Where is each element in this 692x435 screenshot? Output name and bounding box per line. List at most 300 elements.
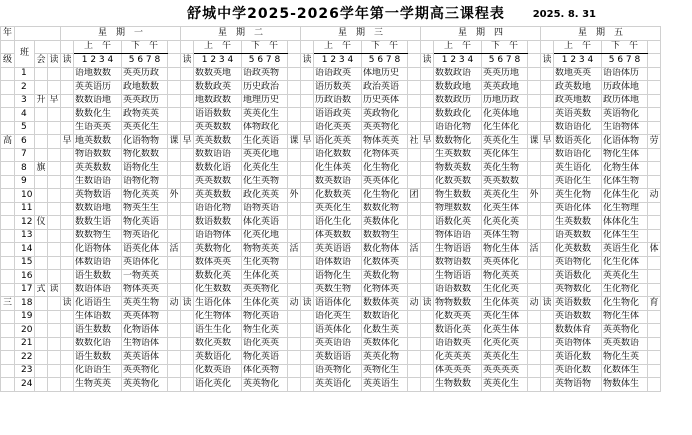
morning-classes: 数数语语 xyxy=(194,148,242,162)
afternoon-classes: 化语体物 xyxy=(602,135,648,149)
reading-cell xyxy=(48,81,61,95)
afternoon-classes: 化语物物 xyxy=(122,135,168,149)
morning-classes: 语语数英 xyxy=(434,337,482,351)
reading-cell xyxy=(48,189,61,203)
activity-cell xyxy=(168,324,181,338)
afternoon-classes: 化英生体 xyxy=(482,324,528,338)
afternoon-classes: 英英化生 xyxy=(242,108,288,122)
activity-cell xyxy=(168,202,181,216)
blank-cell xyxy=(528,40,541,54)
early-reading-cell xyxy=(181,378,194,392)
activity-cell xyxy=(288,94,301,108)
afternoon-classes: 生化英物 xyxy=(242,256,288,270)
activity-cell xyxy=(528,351,541,365)
early-reading-cell xyxy=(541,283,554,297)
activity-cell xyxy=(408,310,421,324)
early-reading-cell xyxy=(61,94,74,108)
reading-cell xyxy=(48,378,61,392)
afternoon-classes: 英英数语 xyxy=(602,337,648,351)
assembly-label: 会 xyxy=(35,54,48,68)
assembly-cell xyxy=(35,270,48,284)
class-number: 23 xyxy=(15,364,35,378)
morning-classes: 数语语化 xyxy=(554,121,602,135)
morning-classes: 物语数数 xyxy=(74,148,122,162)
morning-classes: 语化生化 xyxy=(314,216,362,230)
class-row xyxy=(1,81,661,95)
early-reading-cell xyxy=(421,148,434,162)
activity-cell xyxy=(528,94,541,108)
activity-cell: 动 xyxy=(528,297,541,311)
morning-classes: 数数语地 xyxy=(74,202,122,216)
afternoon-classes: 化物体英 xyxy=(362,283,408,297)
morning-classes: 化数英数 xyxy=(434,175,482,189)
afternoon-classes: 英英化地 xyxy=(242,148,288,162)
morning-classes: 数体英英 xyxy=(194,256,242,270)
early-reading-cell xyxy=(541,270,554,284)
morning-classes: 物理数数 xyxy=(434,202,482,216)
afternoon-classes: 语化英英 xyxy=(242,337,288,351)
activity-cell xyxy=(528,162,541,176)
early-reading-cell xyxy=(421,216,434,230)
early-reading-cell xyxy=(301,337,314,351)
early-reading-cell xyxy=(541,256,554,270)
blank-cell xyxy=(168,40,181,54)
early-reading-cell xyxy=(541,202,554,216)
activity-cell: 课 xyxy=(288,135,301,149)
afternoon-classes: 化生物化 xyxy=(362,189,408,203)
class-row xyxy=(1,378,661,392)
class-number: 14 xyxy=(15,243,35,257)
day-header: 星 期 三 xyxy=(301,27,421,41)
activity-cell xyxy=(168,229,181,243)
afternoon-classes: 化英化生 xyxy=(242,162,288,176)
grade-cell xyxy=(1,378,15,392)
afternoon-classes: 物化数数 xyxy=(122,148,168,162)
early-reading-cell xyxy=(301,94,314,108)
grade-cell xyxy=(1,337,15,351)
activity-cell xyxy=(168,121,181,135)
morning-classes: 语英体化 xyxy=(314,324,362,338)
afternoon-classes: 数化物体 xyxy=(362,243,408,257)
activity-cell xyxy=(288,337,301,351)
morning-classes: 生语化体 xyxy=(194,297,242,311)
activity-cell: 团 xyxy=(408,189,421,203)
afternoon-classes: 化生化体 xyxy=(602,256,648,270)
assembly-cell xyxy=(35,148,48,162)
early-reading-cell xyxy=(61,378,74,392)
activity-cell xyxy=(408,378,421,392)
afternoon-classes: 英英体物 xyxy=(122,310,168,324)
morning-classes: 英语化体 xyxy=(554,202,602,216)
morning-classes: 英英数数 xyxy=(74,162,122,176)
reading-cell xyxy=(48,202,61,216)
assembly-cell xyxy=(35,364,48,378)
activity-cell: 动 xyxy=(408,297,421,311)
blank-cell xyxy=(408,54,421,68)
morning-classes: 数语语化 xyxy=(554,148,602,162)
early-reading-cell xyxy=(421,94,434,108)
class-row xyxy=(1,67,661,81)
header-row-halves xyxy=(1,40,661,54)
reading-cell xyxy=(48,256,61,270)
afternoon-header: 下 午 xyxy=(482,40,528,54)
early-reading-cell xyxy=(181,310,194,324)
morning-classes: 数数生语 xyxy=(74,216,122,230)
early-reading-cell xyxy=(181,81,194,95)
morning-classes: 数化英数 xyxy=(194,337,242,351)
grade-cell xyxy=(1,310,15,324)
activity-cell: 体 xyxy=(648,243,661,257)
activity-cell xyxy=(408,337,421,351)
early-reading-cell xyxy=(421,229,434,243)
activity-cell xyxy=(648,310,661,324)
early-reading-cell xyxy=(301,121,314,135)
early-reading-cell xyxy=(301,229,314,243)
morning-classes: 化语语生 xyxy=(74,364,122,378)
afternoon-classes: 数数语化 xyxy=(362,310,408,324)
afternoon-header: 下 午 xyxy=(362,40,408,54)
early-reading-cell xyxy=(181,148,194,162)
assembly-cell xyxy=(35,243,48,257)
afternoon-classes: 英英化生 xyxy=(122,121,168,135)
morning-classes: 数数化生 xyxy=(74,108,122,122)
assembly-cell xyxy=(35,256,48,270)
morning-classes: 数数化语 xyxy=(194,162,242,176)
blank-cell xyxy=(421,40,434,54)
early-reading-cell xyxy=(181,202,194,216)
class-row xyxy=(1,189,661,203)
early-reading-cell xyxy=(61,310,74,324)
afternoon-classes: 政治英语 xyxy=(362,81,408,95)
morning-classes: 化语物体 xyxy=(74,243,122,257)
early-reading-cell xyxy=(541,162,554,176)
class-number: 1 xyxy=(15,67,35,81)
grade-cell xyxy=(1,189,15,203)
assembly-cell xyxy=(35,378,48,392)
afternoon-classes: 化英化英 xyxy=(482,216,528,230)
reading-cell xyxy=(48,135,61,149)
activity-cell xyxy=(528,202,541,216)
afternoon-classes: 生体化英 xyxy=(242,297,288,311)
activity-cell: 育 xyxy=(648,297,661,311)
morning-classes: 语地数数 xyxy=(74,67,122,81)
early-reading-cell xyxy=(421,189,434,203)
morning-classes: 英物语物 xyxy=(554,378,602,392)
reading-cell xyxy=(48,67,61,81)
reading-label: 读 xyxy=(301,54,314,68)
afternoon-classes: 一物英英 xyxy=(122,270,168,284)
grade-cell xyxy=(1,270,15,284)
activity-cell xyxy=(408,364,421,378)
afternoon-classes: 生体化英 xyxy=(242,270,288,284)
activity-cell xyxy=(528,108,541,122)
morning-classes: 英物数化 xyxy=(554,283,602,297)
activity-cell xyxy=(528,324,541,338)
activity-cell xyxy=(288,283,301,297)
afternoon-classes: 政物英英 xyxy=(122,108,168,122)
early-reading-cell xyxy=(181,256,194,270)
activity-cell xyxy=(648,108,661,122)
morning-header: 上 午 xyxy=(314,40,362,54)
morning-classes: 化英英英 xyxy=(434,351,482,365)
morning-classes: 体数语语 xyxy=(74,256,122,270)
morning-classes: 生英数数 xyxy=(434,148,482,162)
class-row xyxy=(1,270,661,284)
class-row xyxy=(1,135,661,149)
class-number: 10 xyxy=(15,189,35,203)
activity-cell: 动 xyxy=(168,297,181,311)
assembly-cell xyxy=(35,67,48,81)
assembly-cell xyxy=(35,135,48,149)
early-reading-cell xyxy=(421,256,434,270)
activity-cell xyxy=(648,324,661,338)
assembly-cell xyxy=(35,108,48,122)
activity-cell xyxy=(648,270,661,284)
activity-cell xyxy=(408,175,421,189)
morning-classes: 英数语化 xyxy=(194,351,242,365)
blank-cell xyxy=(15,27,61,41)
early-reading-cell: 读 xyxy=(181,297,194,311)
morning-header: 上 午 xyxy=(554,40,602,54)
assembly-cell xyxy=(35,297,48,311)
morning-classes: 英语物化 xyxy=(554,256,602,270)
early-reading-cell: 早 xyxy=(541,135,554,149)
morning-periods: 1 2 3 4 xyxy=(194,54,242,68)
early-reading-cell xyxy=(61,121,74,135)
activity-cell xyxy=(648,175,661,189)
morning-classes: 语生数数 xyxy=(74,324,122,338)
activity-cell xyxy=(168,310,181,324)
activity-cell xyxy=(648,162,661,176)
morning-classes: 数数政地 xyxy=(434,81,482,95)
afternoon-classes: 语英化体 xyxy=(122,243,168,257)
afternoon-periods: 5 6 7 8 xyxy=(362,54,408,68)
morning-classes: 数数物化 xyxy=(434,135,482,149)
early-reading-cell xyxy=(61,148,74,162)
early-reading-cell: 早 xyxy=(301,135,314,149)
early-reading-cell xyxy=(61,189,74,203)
activity-cell: 活 xyxy=(408,243,421,257)
activity-cell xyxy=(408,216,421,230)
morning-classes: 体英数数 xyxy=(314,229,362,243)
morning-classes: 生语英英 xyxy=(74,121,122,135)
afternoon-classes: 历地历政 xyxy=(482,94,528,108)
afternoon-classes: 英数化物 xyxy=(362,270,408,284)
early-reading-cell xyxy=(181,270,194,284)
morning-classes: 语化英英 xyxy=(314,135,362,149)
afternoon-classes: 化物体英 xyxy=(362,148,408,162)
morning-classes: 数数政语 xyxy=(434,67,482,81)
assembly-cell xyxy=(35,351,48,365)
grade-label: 年 xyxy=(1,27,15,41)
morning-classes: 化数数英 xyxy=(314,189,362,203)
morning-classes: 语语化物 xyxy=(194,202,242,216)
morning-classes: 英物数语 xyxy=(74,189,122,203)
afternoon-classes: 英英历政 xyxy=(122,67,168,81)
afternoon-classes: 英英物化 xyxy=(122,364,168,378)
early-reading-cell: 早 xyxy=(61,135,74,149)
early-reading-cell xyxy=(301,81,314,95)
afternoon-classes: 英英化物 xyxy=(362,351,408,365)
reading-cell: 读 xyxy=(48,283,61,297)
early-reading-cell xyxy=(61,364,74,378)
morning-classes: 英英语语 xyxy=(314,243,362,257)
assembly-cell xyxy=(35,324,48,338)
activity-cell xyxy=(408,202,421,216)
class-row xyxy=(1,94,661,108)
afternoon-classes: 化体生化 xyxy=(602,189,648,203)
morning-classes: 英语化数 xyxy=(554,364,602,378)
early-reading-cell xyxy=(301,324,314,338)
morning-periods: 1 2 3 4 xyxy=(314,54,362,68)
class-number: 17 xyxy=(15,283,35,297)
activity-cell xyxy=(648,94,661,108)
morning-classes: 数语体语 xyxy=(74,283,122,297)
class-number: 12 xyxy=(15,216,35,230)
afternoon-classes: 生化化英 xyxy=(482,283,528,297)
reading-cell xyxy=(48,351,61,365)
activity-cell xyxy=(288,378,301,392)
morning-classes: 生物语语 xyxy=(434,270,482,284)
morning-classes: 英语数数 xyxy=(554,297,602,311)
activity-cell xyxy=(168,108,181,122)
early-reading-cell xyxy=(181,229,194,243)
morning-classes: 生物语语 xyxy=(434,243,482,257)
assembly-cell: 式 xyxy=(35,283,48,297)
activity-cell xyxy=(288,270,301,284)
afternoon-header: 下 午 xyxy=(122,40,168,54)
grade-cell xyxy=(1,256,15,270)
early-reading-cell xyxy=(61,229,74,243)
morning-classes: 语语数数 xyxy=(434,283,482,297)
early-reading-cell xyxy=(61,202,74,216)
class-number: 3 xyxy=(15,94,35,108)
morning-classes: 化英数数 xyxy=(554,243,602,257)
early-reading-cell xyxy=(301,202,314,216)
grade-cell xyxy=(1,216,15,230)
afternoon-classes: 物化英语 xyxy=(242,310,288,324)
class-row xyxy=(1,364,661,378)
afternoon-classes: 英英物化 xyxy=(242,283,288,297)
early-reading-cell xyxy=(421,202,434,216)
activity-cell xyxy=(168,94,181,108)
blank-cell xyxy=(168,54,181,68)
early-reading-cell xyxy=(61,243,74,257)
activity-cell: 劳 xyxy=(648,135,661,149)
morning-classes: 英生化物 xyxy=(554,189,602,203)
class-row xyxy=(1,108,661,122)
afternoon-classes: 数数化物 xyxy=(362,202,408,216)
early-reading-cell xyxy=(61,162,74,176)
afternoon-classes: 语语体历 xyxy=(602,67,648,81)
afternoon-classes: 物英生生 xyxy=(122,202,168,216)
morning-classes: 政英地数 xyxy=(554,94,602,108)
afternoon-classes: 化体生物 xyxy=(602,175,648,189)
class-row xyxy=(1,162,661,176)
afternoon-classes: 化英化英 xyxy=(482,337,528,351)
early-reading-cell: 早 xyxy=(421,135,434,149)
afternoon-classes: 英英生物 xyxy=(122,297,168,311)
assembly-cell: 旗 xyxy=(35,162,48,176)
reading-cell xyxy=(48,175,61,189)
afternoon-classes: 英英物化 xyxy=(362,121,408,135)
early-reading-cell xyxy=(301,243,314,257)
afternoon-classes: 英化体生 xyxy=(482,148,528,162)
early-reading-cell xyxy=(301,364,314,378)
activity-cell xyxy=(648,67,661,81)
schedule-date: 2025. 8. 31 xyxy=(532,9,596,20)
early-reading-cell xyxy=(541,67,554,81)
afternoon-classes: 数数物生 xyxy=(362,229,408,243)
early-reading-cell xyxy=(301,189,314,203)
early-reading-cell xyxy=(421,270,434,284)
morning-classes: 英英语化 xyxy=(314,378,362,392)
assembly-cell xyxy=(35,202,48,216)
early-reading-cell xyxy=(61,270,74,284)
activity-cell xyxy=(168,216,181,230)
morning-classes: 数数政历 xyxy=(434,94,482,108)
assembly-cell xyxy=(35,310,48,324)
activity-cell xyxy=(168,148,181,162)
activity-cell xyxy=(648,229,661,243)
grade-cell xyxy=(1,351,15,365)
activity-cell xyxy=(288,256,301,270)
morning-classes: 化数英语 xyxy=(194,364,242,378)
class-number: 9 xyxy=(15,175,35,189)
activity-cell xyxy=(168,162,181,176)
morning-classes: 英英数数 xyxy=(194,121,242,135)
afternoon-classes: 英英化生 xyxy=(482,135,528,149)
header-row-days xyxy=(1,27,661,41)
early-reading-cell xyxy=(301,108,314,122)
afternoon-classes: 物化生英 xyxy=(602,351,648,365)
activity-cell: 课 xyxy=(168,135,181,149)
afternoon-classes: 英英语体 xyxy=(122,351,168,365)
grade-cell xyxy=(1,108,15,122)
grade-cell xyxy=(1,175,15,189)
activity-cell xyxy=(408,229,421,243)
blank-cell xyxy=(648,40,661,54)
morning-classes: 语生生化 xyxy=(194,324,242,338)
morning-periods: 1 2 3 4 xyxy=(74,54,122,68)
activity-cell: 社 xyxy=(408,135,421,149)
grade-cell: 高 xyxy=(1,135,15,149)
early-reading-cell xyxy=(181,243,194,257)
activity-cell xyxy=(648,378,661,392)
activity-cell: 动 xyxy=(288,297,301,311)
morning-classes: 语语化物 xyxy=(434,121,482,135)
afternoon-classes: 化生体化 xyxy=(482,121,528,135)
activity-cell: 外 xyxy=(528,189,541,203)
afternoon-classes: 语物英语 xyxy=(242,202,288,216)
morning-classes: 物生数数 xyxy=(434,189,482,203)
day-header: 星 期 五 xyxy=(541,27,661,41)
morning-classes: 数语英化 xyxy=(554,135,602,149)
afternoon-classes: 历史政治 xyxy=(242,81,288,95)
blank-cell xyxy=(528,54,541,68)
activity-cell xyxy=(408,324,421,338)
blank-cell xyxy=(181,40,194,54)
early-reading-cell xyxy=(301,310,314,324)
afternoon-periods: 5 6 7 8 xyxy=(482,54,528,68)
activity-cell xyxy=(648,364,661,378)
afternoon-periods: 5 6 7 8 xyxy=(242,54,288,68)
early-reading-cell xyxy=(301,270,314,284)
afternoon-classes: 语物化生 xyxy=(122,162,168,176)
morning-classes: 英语化生 xyxy=(554,175,602,189)
activity-cell xyxy=(528,175,541,189)
reading-label: 读 xyxy=(48,54,61,68)
